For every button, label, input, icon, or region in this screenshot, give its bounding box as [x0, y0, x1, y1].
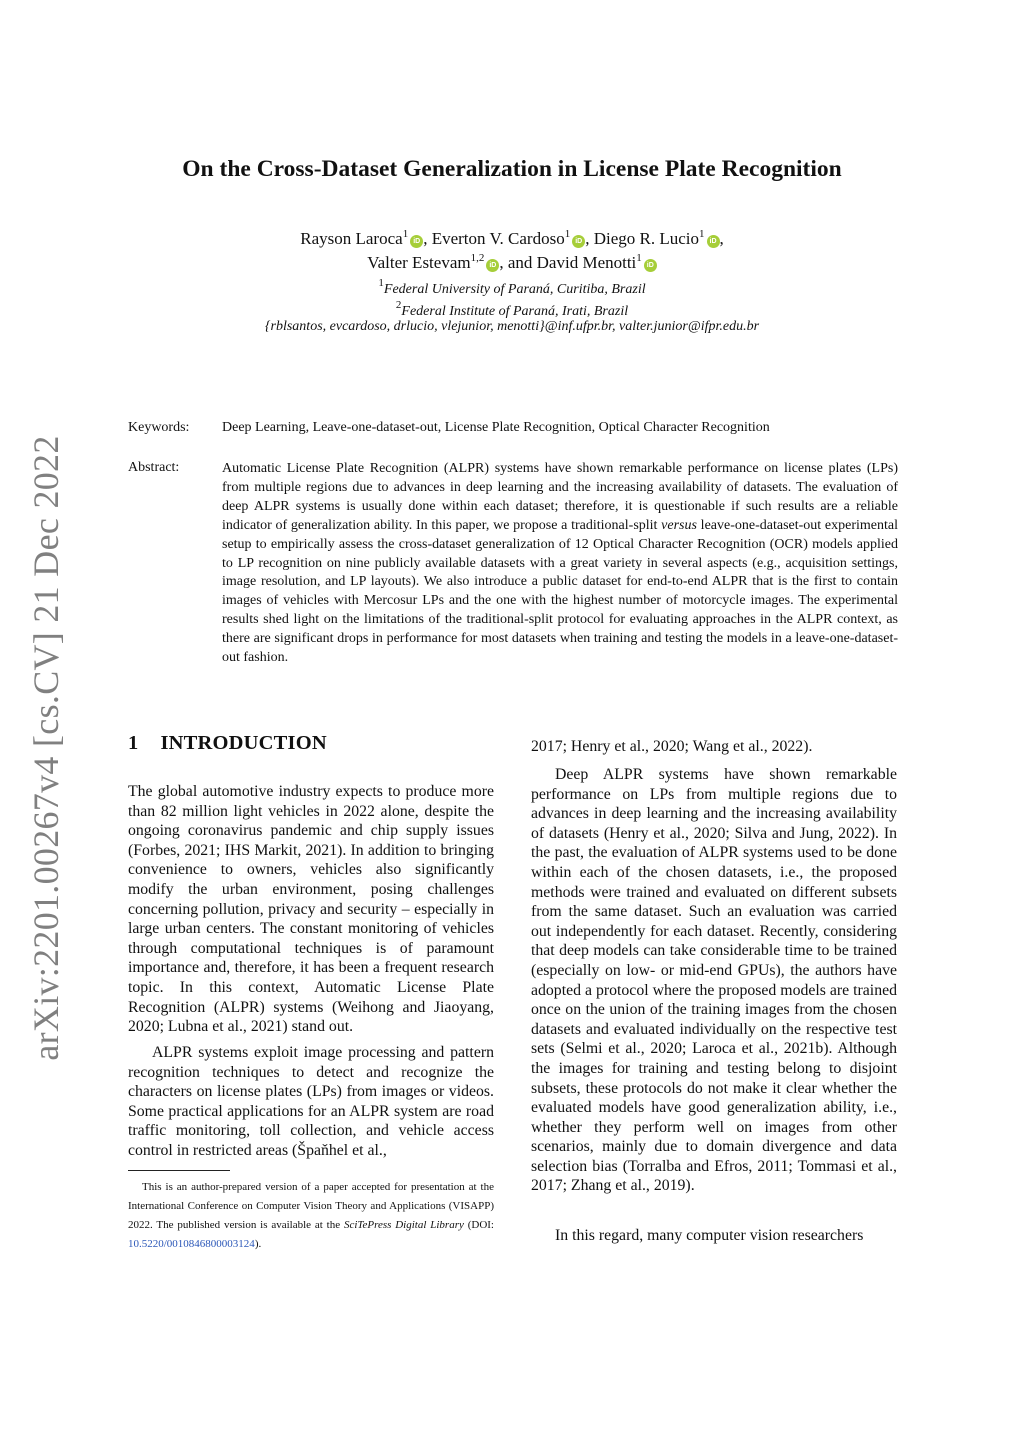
- footnote-divider: [128, 1170, 230, 1171]
- affiliation-number: 1: [378, 277, 384, 289]
- author-name: Valter Estevam: [367, 253, 471, 272]
- body-paragraph: [128, 782, 494, 1037]
- body-paragraph: [531, 1226, 897, 1246]
- paragraph-text: Deep ALPR systems have shown remarkable performance on LPs from multiple regions due to advances in deep learning and the increasing availability of datasets (Henry et al., 2020; Silva and Jung, 2022). In the past, the evaluation of ALPR systems used to be done within each of the chosen datasets, i.e., the proposed methods were trained and evaluated on different subsets from the same dataset. Such an evaluation was carried out independently for each dataset. Recently, considering that deep models can take considerable time to be trained (especially on low- or mid-end GPUs), the authors have adopted a protocol where the proposed models are trained once on the union of the training images from the chosen datasets and evaluated individually on the respective test sets (Selmi et al., 2020; Laroca et al., 2021b). Although the images for training and testing belong to disjoint subsets, these protocols do not make it clear whether the evaluated models have good generalization ability, i.e., whether they perform well on images from other scenarios, mainly due to domain divergence and data selection bias (Torralba and Efros, 2011; Tommasi et al., 2017; Zhang et al., 2019).: [531, 766, 897, 1195]
- abstract-text: leave-one-dataset-out experimental setup to empirically assess the cross-dataset generalization of 12 Optical Character Recognition (OCR) models applied to LP recognition on nine publicly available datasets with a great variety in several aspects (e.g., acquisition settings, image resolution, and LP layouts). We also introduce a public dataset for end-to-end ALPR that is the first to contain images of vehicles with Mercosur LPs and the one with the highest number of motorcycle images. The experimental results shed light on the limitations of the traditional-split protocol for evaluating approaches in the ALPR context, as there are significant drops in performance for most datasets when training and testing the models in a leave-one-dataset-out fashion.: [222, 517, 898, 666]
- author-emails: {rblsantos, evcardoso, drlucio, vlejunior, menotti}@inf.ufpr.br, valter.junior@ifpr.edu.br: [264, 319, 760, 334]
- abstract-body: [222, 460, 898, 668]
- body-paragraph: [531, 765, 897, 1196]
- affiliation-text: Federal Institute of Paraná, Irati, Brazil: [401, 304, 629, 319]
- orcid-icon[interactable]: iD: [410, 235, 423, 248]
- doi-link[interactable]: 10.5220/0010846800003124: [128, 1238, 255, 1250]
- footnote-text: This is an author-prepared version of a paper accepted for presentation at the International Conference on Computer Vision Theory and Applications (VISAPP) 2022. The published version is available at the: [128, 1181, 494, 1231]
- orcid-icon[interactable]: iD: [644, 259, 657, 272]
- body-paragraph: [128, 1043, 494, 1161]
- orcid-icon[interactable]: iD: [486, 259, 499, 272]
- author-separator: ,: [719, 229, 724, 248]
- abstract-label: Abstract:: [128, 460, 180, 475]
- body-paragraph: [531, 737, 897, 757]
- abstract-emphasis: versus: [661, 517, 697, 533]
- affiliation-number: 2: [395, 299, 402, 311]
- affiliation-1: [0, 277, 1024, 298]
- footnote-text: (DOI:: [463, 1219, 494, 1231]
- author-affiliation-mark: 1,2: [470, 252, 485, 264]
- footnote-text: ).: [254, 1238, 262, 1250]
- author-name: , Diego R. Lucio: [585, 229, 699, 248]
- arxiv-identifier-stamp: arXiv:2201.00267v4 [cs.CV] 21 Dec 2022: [26, 435, 66, 1061]
- footnote-emphasis: SciTePress Digital Library: [343, 1219, 464, 1231]
- keywords-text: Deep Learning, Leave-one-dataset-out, License Plate Recognition, Optical Character Recognition: [222, 420, 770, 435]
- author-line-2: [0, 252, 1024, 273]
- author-affiliation-mark: 1: [564, 228, 571, 240]
- author-line-1: [0, 228, 1024, 249]
- author-name: , and David Menotti: [499, 253, 637, 272]
- abstract-text: Automatic License Plate Recognition (ALPR) systems have shown remarkable performance on license plates (LPs) from multiple regions due to advances in deep learning and the increasing availability of datasets. The evaluation of deep ALPR systems is usually done within each dataset; therefore, it is questionable if such results are a reliable indicator of generalization ability. In this paper, we propose a traditional-split: [222, 461, 898, 533]
- author-name: , Everton V. Cardoso: [423, 229, 565, 248]
- footnote: [128, 1178, 494, 1254]
- author-name: Rayson Laroca: [300, 229, 403, 248]
- affiliation-2: [0, 299, 1024, 320]
- keywords-label: Keywords:: [128, 420, 190, 435]
- section-number: 1: [128, 732, 139, 754]
- author-affiliation-mark: 1: [699, 228, 705, 240]
- paragraph-text: 2017; Henry et al., 2020; Wang et al., 2022).: [531, 738, 813, 755]
- paragraph-text: ALPR systems exploit image processing and pattern recognition techniques to detect and recognize the characters on license plates (LPs) from images or videos. Some practical applications for an ALPR system are road traffic monitoring, toll collection, and vehicle access control in restricted areas (Špaňhel et al.,: [128, 1044, 494, 1159]
- paragraph-text: In this regard, many computer vision researchers: [555, 1227, 864, 1244]
- section-title: INTRODUCTION: [160, 732, 327, 754]
- section-heading: [128, 732, 327, 755]
- author-affiliation-mark: 1: [636, 252, 642, 264]
- paper-title: On the Cross-Dataset Generalization in License Plate Recognition: [182, 156, 842, 182]
- author-affiliation-mark: 1: [402, 228, 409, 240]
- paragraph-text: The global automotive industry expects to produce more than 82 million light vehicles in 2022 alone, despite the ongoing coronavirus pandemic and chip supply issues (Forbes, 2021; IHS Markit, 2021). In addition to bringing convenience to owners, vehicles also significantly modify the urban environment, posing challenges concerning pollution, privacy and security – especially in large urban centers. The constant monitoring of vehicles through computational techniques is of paramount importance and, therefore, it has been a frequent research topic. In this context, Automatic License Plate Recognition (ALPR) systems (Weihong and Jiaoyang, 2020; Lubna et al., 2021) stand out.: [128, 783, 494, 1036]
- orcid-icon[interactable]: iD: [572, 235, 585, 248]
- orcid-icon[interactable]: iD: [707, 235, 720, 248]
- affiliation-text: Federal University of Paraná, Curitiba, Brazil: [383, 282, 646, 297]
